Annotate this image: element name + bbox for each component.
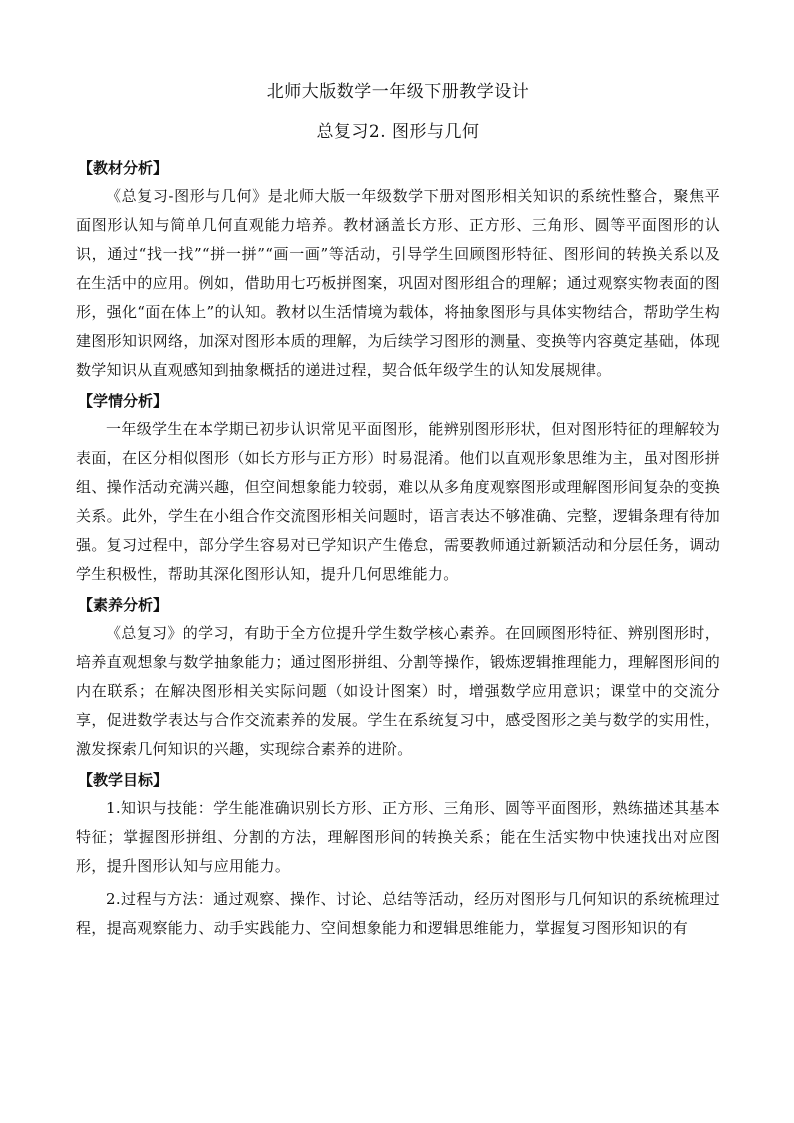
section-textbook-analysis (76, 154, 720, 385)
section-paragraph: 《总复习-图形与几何》是北师大版一年级数学下册对图形相关知识的系统性整合，聚焦平面图形认知与简单几何直观能力培养。教材涵盖长方形、正方形、三角形、圆等平面图形的认识，通过“找一找”“拼一拼”“画一画”等活动，引导学生回顾图形特征、图形间的转换关系以及在生活中的应用。例如，借助用七巧板拼图案，巩固对图形组合的理解；通过观察实物表面的图形，强化“面在体上”的认知。教材以生活情境为载体，将抽象图形与具体实物结合，帮助学生构建图形知识网络，加深对图形本质的理解，为后续学习图形的测量、变换等内容奠定基础，体现数学知识从直观感知到抽象概括的递进过程，契合低年级学生的认知发展规律。 (76, 187, 720, 379)
section-student-analysis (76, 387, 720, 589)
section-literacy-analysis (76, 591, 720, 764)
section-heading: 【学情分析】 (78, 392, 169, 410)
section-heading: 【素养分析】 (78, 596, 169, 614)
goal-item: 2.过程与方法：通过观察、操作、讨论、总结等活动，经历对图形与几何知识的系统梳理过程，提高观察能力、动手实践能力、空间想象能力和逻辑思维能力，掌握复习图形知识的有 (76, 890, 720, 937)
section-heading: 【教材分析】 (78, 159, 169, 177)
goal-item: 1.知识与技能：学生能准确识别长方形、正方形、三角形、圆等平面图形，熟练描述其基本特征；掌握图形拼组、分割的方法，理解图形间的转换关系；能在生活实物中快速找出对应图形，提升图形认知与应用能力。 (76, 799, 720, 875)
section-paragraph: 《总复习》的学习，有助于全方位提升学生数学核心素养。在回顾图形特征、辨别图形时，培养直观想象与数学抽象能力；通过图形拼组、分割等操作，锻炼逻辑推理能力，理解图形间的内在联系；在解决图形相关实际问题（如设计图案）时，增强数学应用意识；课堂中的交流分享，促进数学表达与合作交流素养的发展。学生在系统复习中，感受图形之美与数学的实用性，激发探索几何知识的兴趣，实现综合素养的进阶。 (76, 624, 720, 758)
section-paragraph: 一年级学生在本学期已初步认识常见平面图形，能辨别图形形状，但对图形特征的理解较为表面，在区分相似图形（如长方形与正方形）时易混淆。他们以直观形象思维为主，虽对图形拼组、操作活动充满兴趣，但空间想象能力较弱，难以从多角度观察图形或理解图形间复杂的变换关系。此外，学生在小组合作交流图形相关问题时，语言表达不够准确、完整，逻辑条理有待加强。复习过程中，部分学生容易对已学知识产生倦怠，需要教师通过新颖活动和分层任务，调动学生积极性，帮助其深化图形认知，提升几何思维能力。 (76, 420, 720, 583)
section-heading: 【教学目标】 (78, 771, 169, 789)
document-subtitle: 总复习2. 图形与几何 (316, 122, 480, 142)
section-teaching-goals (76, 766, 720, 943)
document-title: 北师大版数学一年级下册教学设计 (266, 82, 530, 102)
document-page (76, 78, 720, 947)
